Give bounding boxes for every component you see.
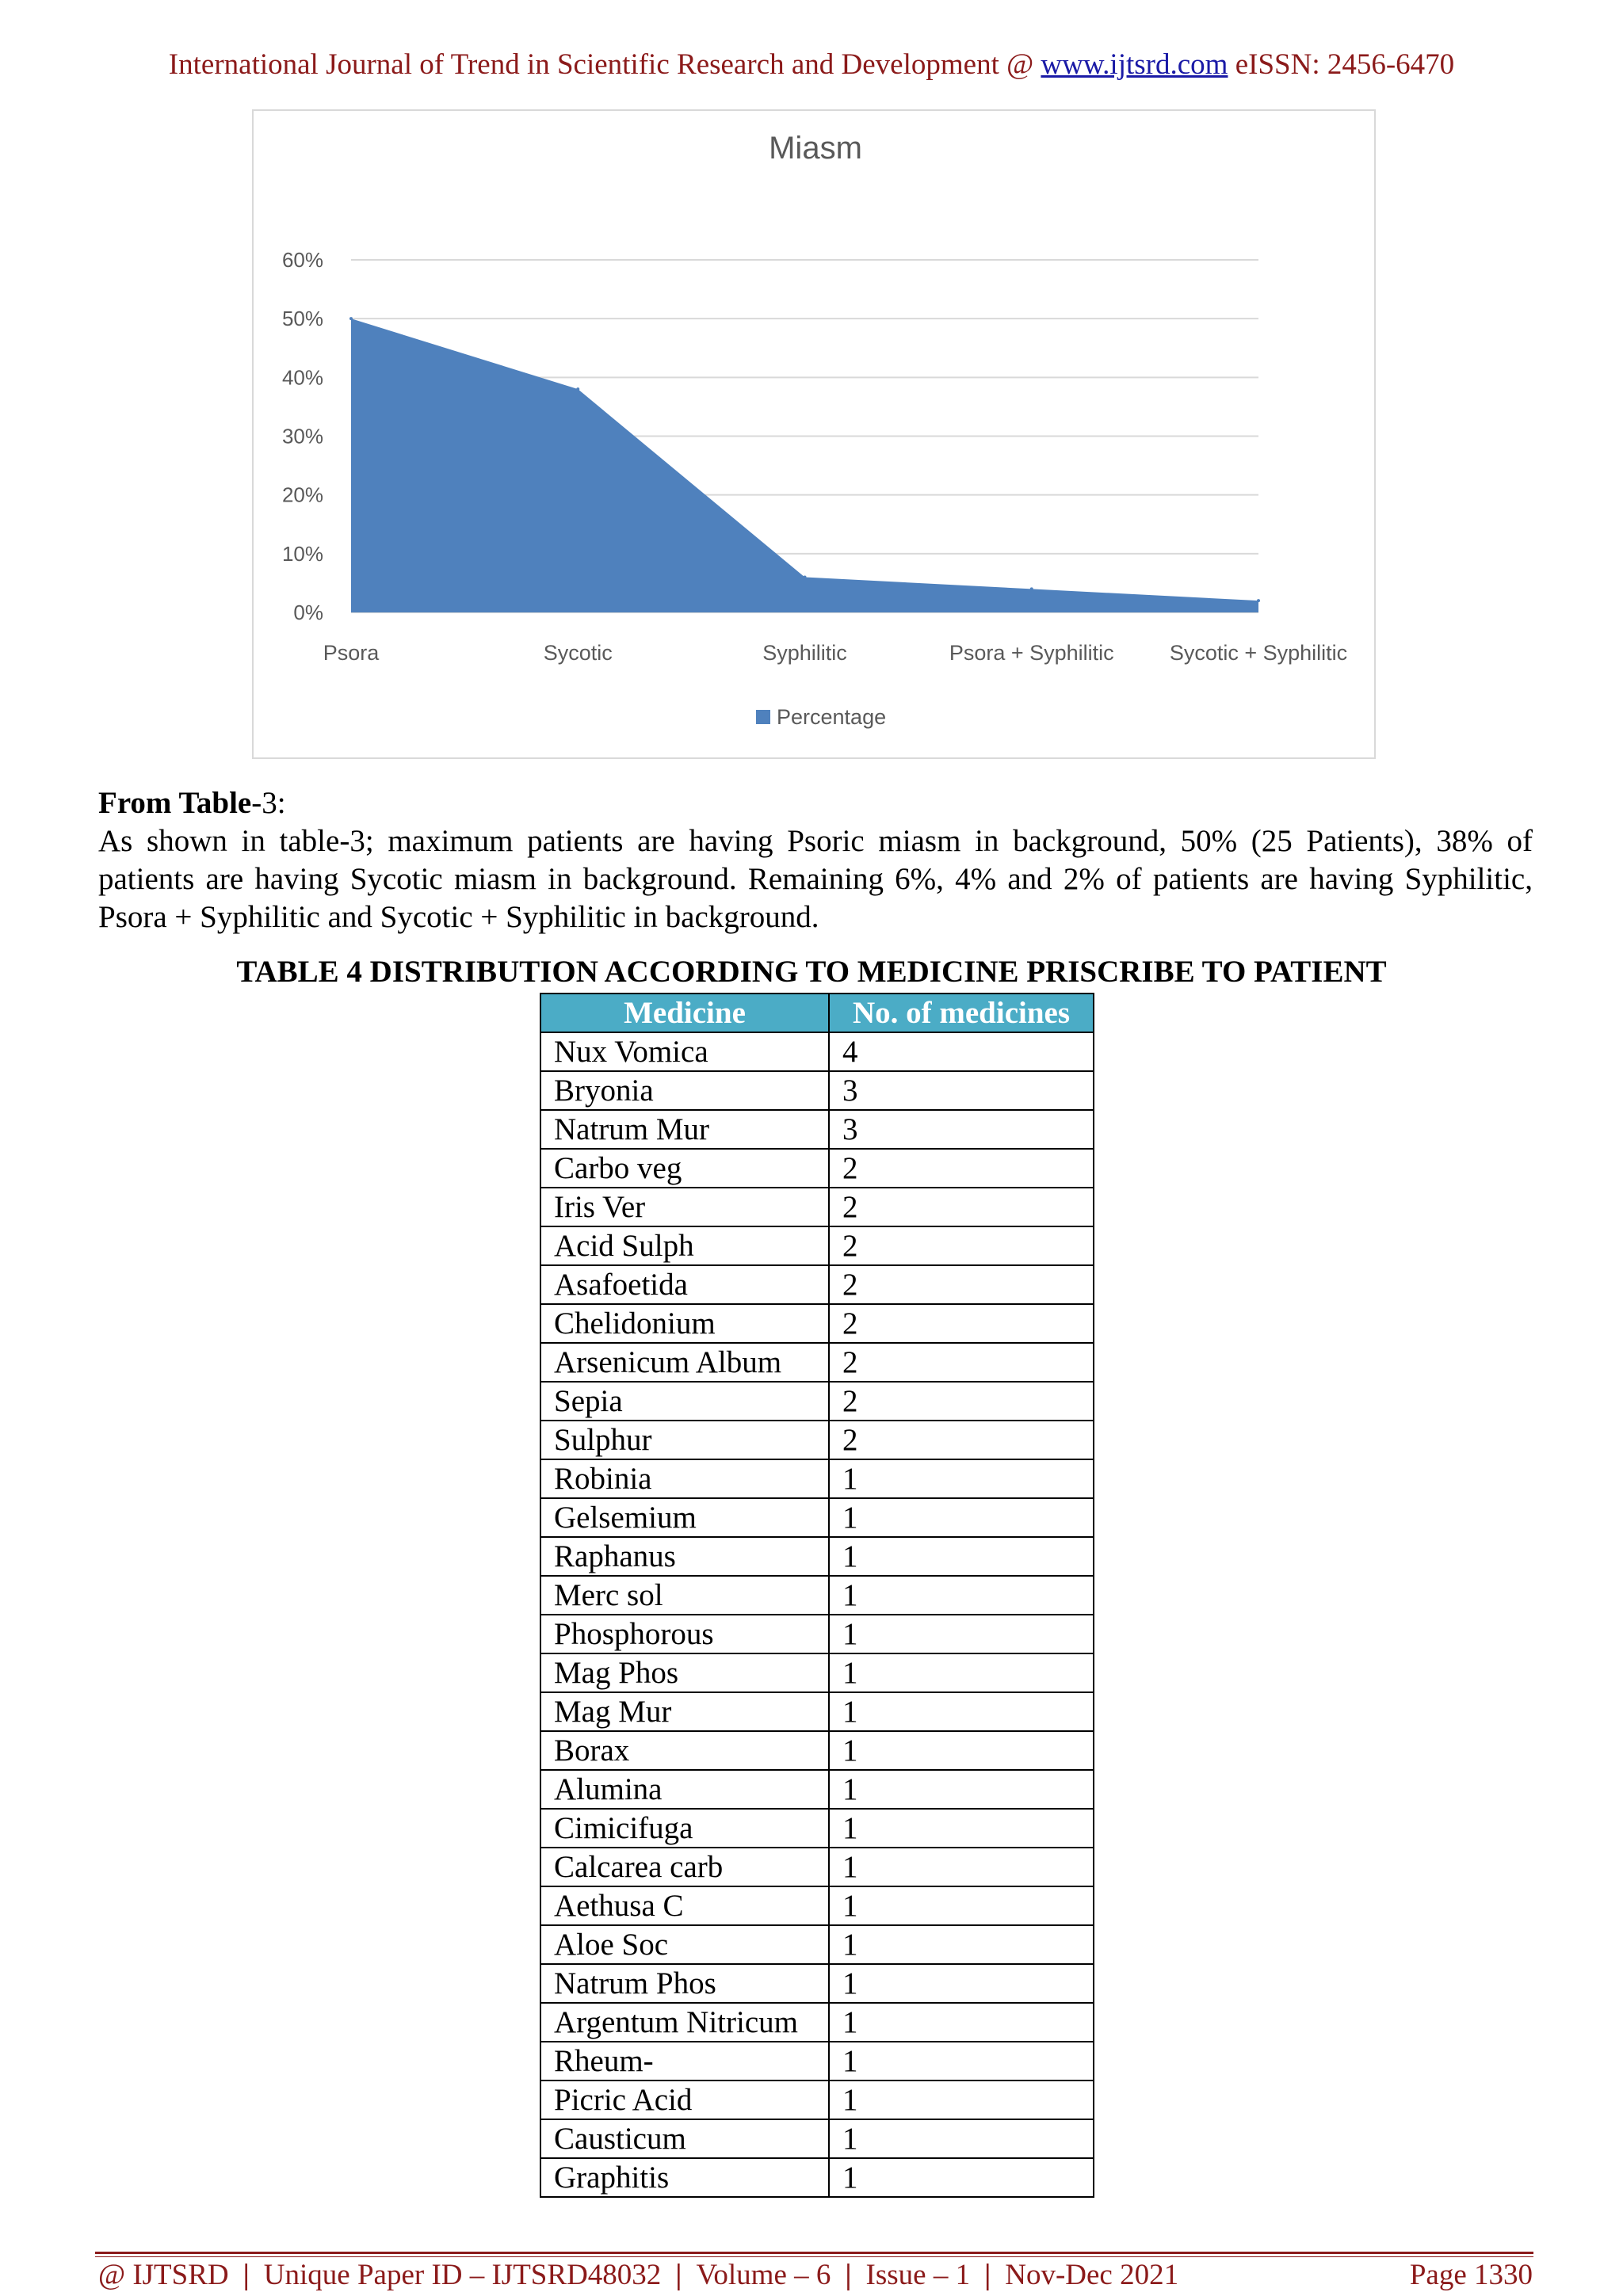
header-medicine: Medicine	[540, 994, 829, 1032]
y-tick-label: 10%	[281, 541, 323, 566]
medicine-name-cell: Natrum Mur	[540, 1110, 829, 1149]
table-row	[540, 2158, 1094, 2197]
medicine-count-cell: 1	[829, 1615, 1094, 1653]
table-row	[540, 1770, 1094, 1809]
medicine-count-cell: 2	[829, 1343, 1094, 1382]
data-point	[804, 576, 807, 579]
legend-label: Percentage	[777, 705, 887, 729]
data-point	[1030, 587, 1033, 590]
table-row	[540, 1071, 1094, 1110]
medicine-count-cell: 1	[829, 2119, 1094, 2158]
medicine-count-cell: 1	[829, 1731, 1094, 1770]
y-tick-label: 40%	[281, 365, 323, 390]
medicine-name-cell: Acid Sulph	[540, 1226, 829, 1265]
table-row	[540, 1809, 1094, 1848]
from-table-3-paragraph: From Table-3: As shown in table-3; maximum patients are having Psoric miasm in background, 50% (25 Patients), 38% of patients are having Sycotic miasm in background. Remaining 6%, 4% and 2% of patients are having Syphilitic, Psora + Syphilitic and Sycotic + Syphilitic in background.	[98, 786, 1533, 934]
medicine-name-cell: Sulphur	[540, 1421, 829, 1459]
y-tick-label: 30%	[281, 424, 323, 448]
y-tick-label: 60%	[281, 248, 323, 272]
table-row	[540, 1110, 1094, 1149]
medicine-name-cell: Borax	[540, 1731, 829, 1770]
medicine-name-cell: Aloe Soc	[540, 1925, 829, 1964]
medicine-table	[540, 993, 1094, 2198]
footer-rule	[95, 2252, 1533, 2254]
paragraph-text: As shown in table-3; maximum patients are having Psoric miasm in background, 50% (25 Patients), 38% of patients are having Sycotic miasm in background. Remaining 6%, 4% and 2% of patients are having Syphilitic, Psora + Syphilitic and Sycotic + Syphilitic in background.	[98, 824, 1533, 934]
medicine-name-cell: Carbo veg	[540, 1149, 829, 1188]
table-row	[540, 1032, 1094, 1071]
x-category-label: Syphilitic	[762, 641, 847, 665]
y-tick-label: 0%	[293, 601, 323, 624]
running-header: International Journal of Trend in Scientific Research and Development @ www.ijtsrd.com eISSN: 2456-6470	[168, 48, 1455, 81]
table-row	[540, 2003, 1094, 2042]
medicine-count-cell: 1	[829, 1770, 1094, 1809]
table-row	[540, 2081, 1094, 2119]
medicine-count-cell: 1	[829, 1537, 1094, 1576]
medicine-count-cell: 2	[829, 1421, 1094, 1459]
table-row	[540, 1265, 1094, 1304]
y-tick-label: 20%	[281, 482, 323, 507]
medicine-count-cell: 2	[829, 1149, 1094, 1188]
legend-swatch	[756, 710, 770, 724]
miasm-chart	[252, 109, 1376, 759]
table-row	[540, 1615, 1094, 1653]
medicine-name-cell: Graphitis	[540, 2158, 829, 2197]
medicine-name-cell: Argentum Nitricum	[540, 2003, 829, 2042]
table-row	[540, 1964, 1094, 2003]
medicine-name-cell: Aethusa C	[540, 1886, 829, 1925]
medicine-count-cell: 1	[829, 1459, 1094, 1498]
medicine-count-cell: 1	[829, 1809, 1094, 1848]
table-row	[540, 1382, 1094, 1421]
medicine-count-cell: 1	[829, 1498, 1094, 1537]
y-tick-label: 50%	[281, 307, 323, 331]
medicine-count-cell: 1	[829, 1653, 1094, 1692]
medicine-name-cell: Calcarea carb	[540, 1848, 829, 1886]
page-number: Page 1330	[1409, 2259, 1533, 2291]
table-row	[540, 1653, 1094, 1692]
medicine-name-cell: Arsenicum Album	[540, 1343, 829, 1382]
x-category-label: Psora	[323, 641, 380, 665]
medicine-count-cell: 1	[829, 2003, 1094, 2042]
medicine-name-cell: Cimicifuga	[540, 1809, 829, 1848]
medicine-name-cell: Picric Acid	[540, 2081, 829, 2119]
medicine-name-cell: Asafoetida	[540, 1265, 829, 1304]
table-row	[540, 1149, 1094, 1188]
table-row	[540, 1537, 1094, 1576]
medicine-name-cell: Rheum-	[540, 2042, 829, 2081]
medicine-name-cell: Raphanus	[540, 1537, 829, 1576]
header-no-of-medicines: No. of medicines	[829, 994, 1094, 1032]
table-row	[540, 1459, 1094, 1498]
medicine-count-cell: 2	[829, 1382, 1094, 1421]
journal-url-link[interactable]: www.ijtsrd.com	[1041, 48, 1228, 81]
table-row	[540, 1848, 1094, 1886]
medicine-count-cell: 1	[829, 1576, 1094, 1615]
medicine-name-cell: Natrum Phos	[540, 1964, 829, 2003]
chart-title: Miasm	[769, 131, 862, 166]
table-header-row	[540, 994, 1094, 1032]
medicine-name-cell: Mag Phos	[540, 1653, 829, 1692]
medicine-name-cell: Sepia	[540, 1382, 829, 1421]
table-row	[540, 2042, 1094, 2081]
medicine-count-cell: 1	[829, 1886, 1094, 1925]
table-row	[540, 1498, 1094, 1537]
medicine-name-cell: Phosphorous	[540, 1615, 829, 1653]
medicine-count-cell: 1	[829, 2158, 1094, 2197]
x-category-label: Sycotic + Syphilitic	[1169, 641, 1348, 665]
medicine-name-cell: Alumina	[540, 1770, 829, 1809]
medicine-count-cell: 1	[829, 1964, 1094, 2003]
medicine-count-cell: 1	[829, 2042, 1094, 2081]
medicine-count-cell: 2	[829, 1226, 1094, 1265]
medicine-count-cell: 3	[829, 1110, 1094, 1149]
medicine-name-cell: Merc sol	[540, 1576, 829, 1615]
medicine-name-cell: Gelsemium	[540, 1498, 829, 1537]
medicine-name-cell: Bryonia	[540, 1071, 829, 1110]
medicine-count-cell: 1	[829, 2081, 1094, 2119]
page-footer: @ IJTSRD | Unique Paper ID – IJTSRD48032 | Volume – 6 | Issue – 1 | Nov-Dec 2021 Page 1330	[98, 2259, 1533, 2291]
medicine-count-cell: 2	[829, 1304, 1094, 1343]
medicine-count-cell: 2	[829, 1188, 1094, 1226]
data-point	[1257, 599, 1260, 602]
data-point	[349, 317, 353, 320]
medicine-count-cell: 1	[829, 1925, 1094, 1964]
table-row	[540, 1692, 1094, 1731]
table-4-title: TABLE 4 DISTRIBUTION ACCORDING TO MEDICINE PRISCRIBE TO PATIENT	[236, 955, 1387, 989]
table-row	[540, 1304, 1094, 1343]
x-category-label: Psora + Syphilitic	[949, 641, 1114, 665]
medicine-count-cell: 1	[829, 1692, 1094, 1731]
paragraph-lead: From Table	[98, 786, 252, 820]
table-row	[540, 1731, 1094, 1770]
table-row	[540, 2119, 1094, 2158]
table-row	[540, 1188, 1094, 1226]
medicine-name-cell: Mag Mur	[540, 1692, 829, 1731]
medicine-count-cell: 3	[829, 1071, 1094, 1110]
table-row	[540, 1576, 1094, 1615]
medicine-name-cell: Chelidonium	[540, 1304, 829, 1343]
chart-svg	[254, 111, 1377, 761]
table-row	[540, 1421, 1094, 1459]
medicine-name-cell: Causticum	[540, 2119, 829, 2158]
footer-rule-thin	[95, 2256, 1533, 2257]
area-series-percentage	[351, 318, 1258, 612]
data-point	[576, 387, 579, 391]
table-row	[540, 1226, 1094, 1265]
medicine-count-cell: 2	[829, 1265, 1094, 1304]
medicine-count-cell: 4	[829, 1032, 1094, 1071]
table-row	[540, 1925, 1094, 1964]
medicine-name-cell: Nux Vomica	[540, 1032, 829, 1071]
table-row	[540, 1886, 1094, 1925]
table-row	[540, 1343, 1094, 1382]
x-category-label: Sycotic	[543, 641, 613, 665]
medicine-name-cell: Iris Ver	[540, 1188, 829, 1226]
medicine-name-cell: Robinia	[540, 1459, 829, 1498]
medicine-count-cell: 1	[829, 1848, 1094, 1886]
